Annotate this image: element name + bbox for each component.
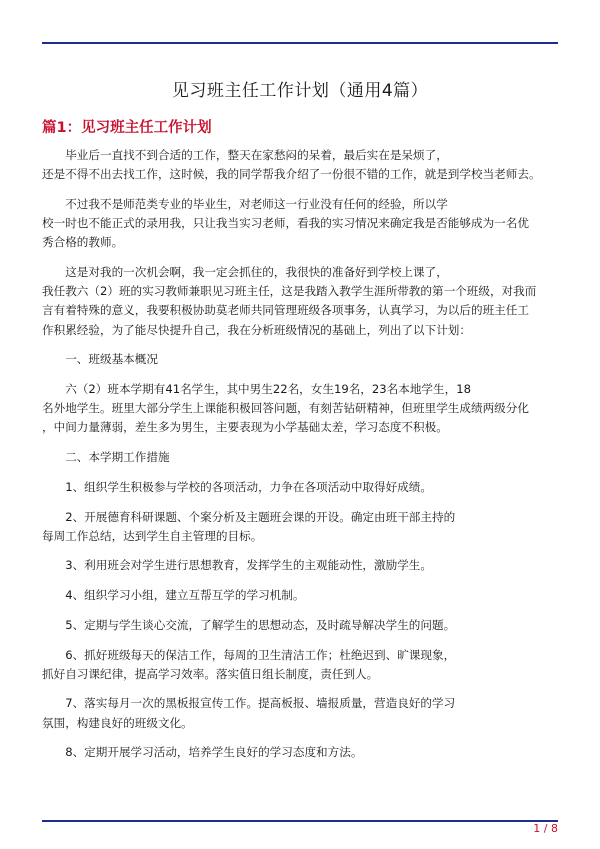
text-line: 二、本学期工作措施 xyxy=(65,450,170,465)
text-line: 名外地学生。班里大部分学生上课能积极回答问题，有刻苦钻研精神，但班里学生成绩两级分化 xyxy=(42,401,529,416)
text-line: 1、组织学生积极参与学校的各项活动，力争在各项活动中取得好成绩。 xyxy=(65,479,432,494)
text-line: 8、定期开展学习活动，培养学生良好的学习态度和方法。 xyxy=(65,745,363,760)
paragraph xyxy=(42,263,562,340)
footer-rule xyxy=(42,820,558,822)
list-item xyxy=(42,478,562,497)
list-item xyxy=(42,556,562,575)
text-line: 不过我不是师范类专业的毕业生，对老师这一行业没有任何的经验，所以学 xyxy=(65,196,448,211)
text-line: 这是对我的一次机会啊，我一定会抓住的，我很快的准备好到学校上课了， xyxy=(65,265,448,280)
list-item xyxy=(42,616,562,635)
text-line: 每周工作总结，达到学生自主管理的目标。 xyxy=(42,528,263,543)
text-line: 一、班级基本概况 xyxy=(65,352,158,367)
paragraph xyxy=(42,146,562,184)
subheading-basic-overview xyxy=(42,350,562,369)
text-line: 秀合格的教师。 xyxy=(42,235,124,250)
text-line: 毕业后一直找不到合适的工作，整天在家愁闷的呆着，最后实在是呆烦了， xyxy=(65,148,448,162)
text-line: 氛围，构建良好的班级文化。 xyxy=(42,715,193,730)
text-line: 我任教六（2）班的实习教师兼职见习班主任，这是我踏入教学生涯所带教的第一个班级，对我而 xyxy=(42,284,537,299)
text-line: 3、利用班会对学生进行思想教育，发挥学生的主观能动性，激励学生。 xyxy=(65,558,432,573)
text-line: 2、开展德育科研课题、个案分析及主题班会课的开设。确定由班干部主持的 xyxy=(65,509,456,524)
document-body xyxy=(42,146,562,773)
text-line: ，中间力量薄弱，差生多为男生，主要表现为小学基础太差，学习态度不积极。 xyxy=(42,420,448,435)
list-item xyxy=(42,646,562,684)
text-line: 7、落实每月一次的黑板报宣传工作。提高板报、墙报质量，营造良好的学习 xyxy=(65,696,456,711)
text-line: 作积累经验，为了能尽快提升自己，我在分析班级情况的基础上，列出了以下计划： xyxy=(42,322,471,337)
text-line: 言有着特殊的意义，我要积极协助莫老师共同管理班级各项事务，认真学习，为以后的班主任工 xyxy=(42,303,529,318)
subheading-work-measures xyxy=(42,448,562,467)
list-item xyxy=(42,508,562,546)
section-heading: 篇1：见习班主任工作计划 xyxy=(42,120,212,136)
list-item xyxy=(42,694,562,732)
paragraph xyxy=(42,380,562,438)
text-line: 校一时也不能正式的录用我，只让我当实习老师，看我的实习情况来确定我是否能够成为一名优 xyxy=(42,216,529,231)
text-line: 5、定期与学生谈心交流，了解学生的思想动态，及时疏导解决学生的问题。 xyxy=(65,617,456,632)
text-line: 4、组织学习小组，建立互帮互学的学习机制。 xyxy=(65,588,305,603)
list-item xyxy=(42,586,562,605)
paragraph xyxy=(42,195,562,253)
page-number: 1 / 8 xyxy=(533,822,558,835)
text-line: 六（2）班本学期有41名学生，其中男生22名，女生19名，23名本地学生，18 xyxy=(65,382,471,397)
text-line: 抓好自习课纪律，提高学习效率。落实值日组长制度，责任到人。 xyxy=(42,666,379,681)
document-title: 见习班主任工作计划（通用4篇） xyxy=(171,81,429,101)
text-line: 还是不得不出去找工作，这时候，我的同学帮我介绍了一份很不错的工作，就是到学校当老师去。 xyxy=(42,167,541,182)
header-rule xyxy=(42,42,558,44)
list-item xyxy=(42,743,562,762)
text-line: 6、抓好班级每天的保洁工作，每周的卫生清洁工作；杜绝迟到、旷课现象， xyxy=(65,647,456,662)
